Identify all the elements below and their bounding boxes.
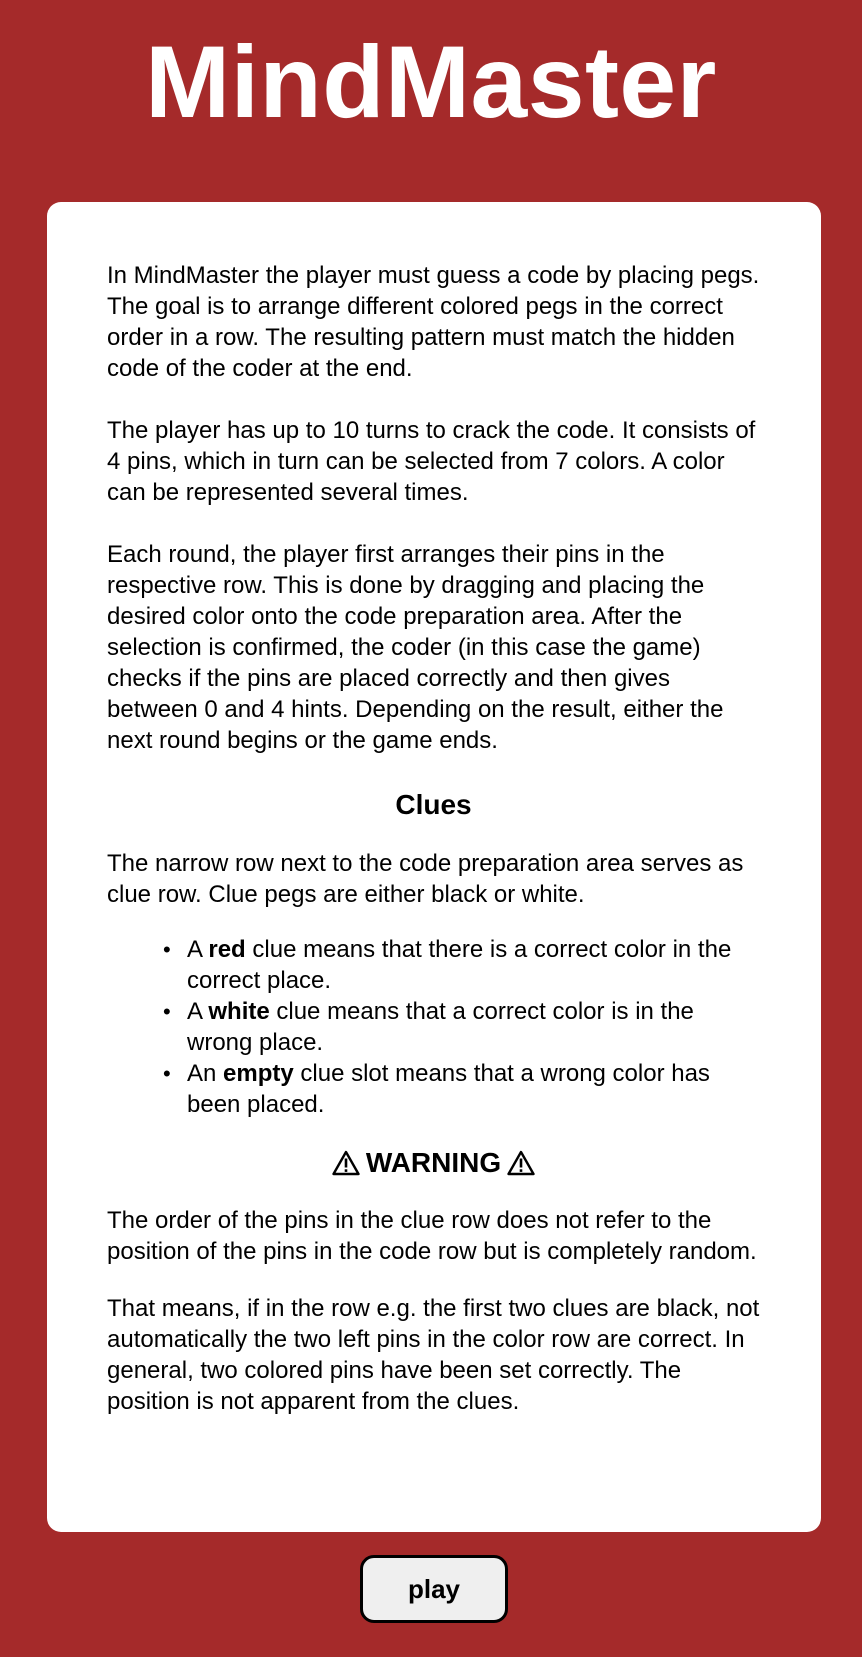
warning-triangle-icon: [507, 1150, 535, 1176]
rules-card: [47, 202, 821, 1532]
warning-triangle-icon: [332, 1150, 360, 1176]
app-title: MindMaster: [145, 25, 717, 139]
warning-example-paragraph: That means, if in the row e.g. the first two clues are black, not automatically the two left pins in the color row are correct. In general, two colored pins have been set correctly. The position is not apparent from the clues.: [107, 1295, 760, 1415]
clue-term-red: red: [208, 936, 246, 963]
clue-term-white: white: [208, 998, 270, 1025]
bullet-icon: •: [163, 1061, 171, 1086]
bullet-icon: •: [163, 937, 171, 962]
clues-intro-paragraph: The narrow row next to the code preparation area serves as clue row. Clue pegs are either black or white.: [107, 850, 744, 908]
clues-heading: Clues: [395, 789, 472, 820]
warning-heading: [107, 1145, 760, 1181]
clue-item-red: • A red clue means that there is a correct color in the correct place.: [163, 936, 732, 994]
bullet-icon: •: [163, 999, 171, 1024]
warning-heading-label: WARNING: [365, 1147, 502, 1178]
clue-list: [107, 934, 760, 1120]
rules-intro-paragraph: In MindMaster the player must guess a code by placing pegs. The goal is to arrange different colored pegs in the correct order in a row. The resulting pattern must match the hidden code of the coder at the end.: [107, 262, 760, 382]
clue-item-white: • A white clue means that a correct color is in the wrong place.: [163, 998, 694, 1056]
clue-term-empty: empty: [223, 1060, 294, 1087]
rules-round-paragraph: Each round, the player first arranges their pins in the respective row. This is done by dragging and placing the desired color onto the code preparation area. After the selection is confirmed, the coder (in this case the game) checks if the pins are placed correctly and then gives between 0 and 4 hints. Depending on the result, either the next round begins or the game ends.: [107, 541, 724, 754]
clue-item-empty: • An empty clue slot means that a wrong color has been placed.: [163, 1060, 710, 1118]
warning-order-paragraph: The order of the pins in the clue row does not refer to the position of the pins in the code row but is completely random.: [107, 1207, 757, 1265]
rules-turns-paragraph: The player has up to 10 turns to crack the code. It consists of 4 pins, which in turn can be selected from 7 colors. A color can be represented several times.: [107, 417, 756, 506]
play-button[interactable]: play: [360, 1555, 508, 1623]
